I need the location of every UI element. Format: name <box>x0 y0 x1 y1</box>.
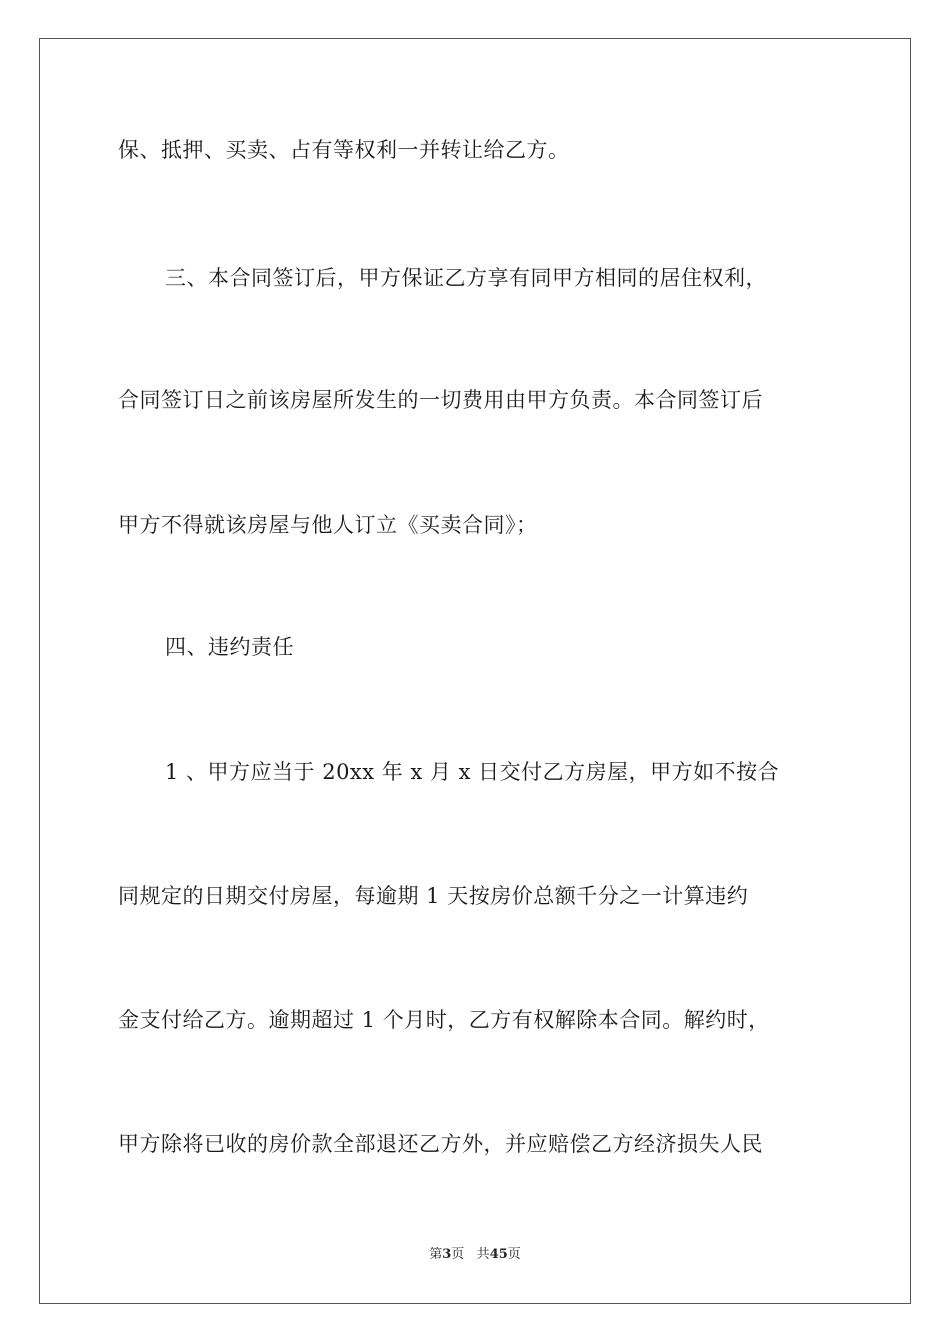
body-line-9: 甲方除将已收的房价款全部退还乙方外，并应赔偿乙方经济损失人民 <box>118 1132 763 1156</box>
page-total-number: 45 <box>489 1247 508 1262</box>
page-suffix: 页 <box>451 1247 465 1262</box>
body-line-3: 合同签订日之前该房屋所发生的一切费用由甲方负责。本合同签订后 <box>118 388 763 412</box>
body-line-4: 甲方不得就该房屋与他人订立《买卖合同》； <box>118 513 538 537</box>
total-suffix: 页 <box>507 1247 521 1262</box>
page-footer <box>0 1246 950 1264</box>
page-border <box>39 38 911 1304</box>
body-line-2: 三、本合同签订后，甲方保证乙方享有同甲方相同的居住权利， <box>165 266 767 290</box>
page-current-number: 3 <box>442 1247 452 1262</box>
body-line-1: 保、抵押、买卖、占有等权利一并转让给乙方。 <box>118 138 570 162</box>
total-prefix: 共 <box>476 1247 490 1262</box>
body-line-7: 同规定的日期交付房屋，每逾期 1 天按房价总额千分之一计算违约 <box>118 884 749 908</box>
section-heading-breach-liability: 四、违约责任 <box>165 635 294 659</box>
page-prefix: 第 <box>429 1247 443 1262</box>
body-line-8: 金支付给乙方。逾期超过 1 个月时，乙方有权解除本合同。解约时， <box>118 1008 770 1032</box>
body-line-6: 1 、甲方应当于 20xx 年 x 月 x 日交付乙方房屋，甲方如不按合 <box>165 760 780 784</box>
